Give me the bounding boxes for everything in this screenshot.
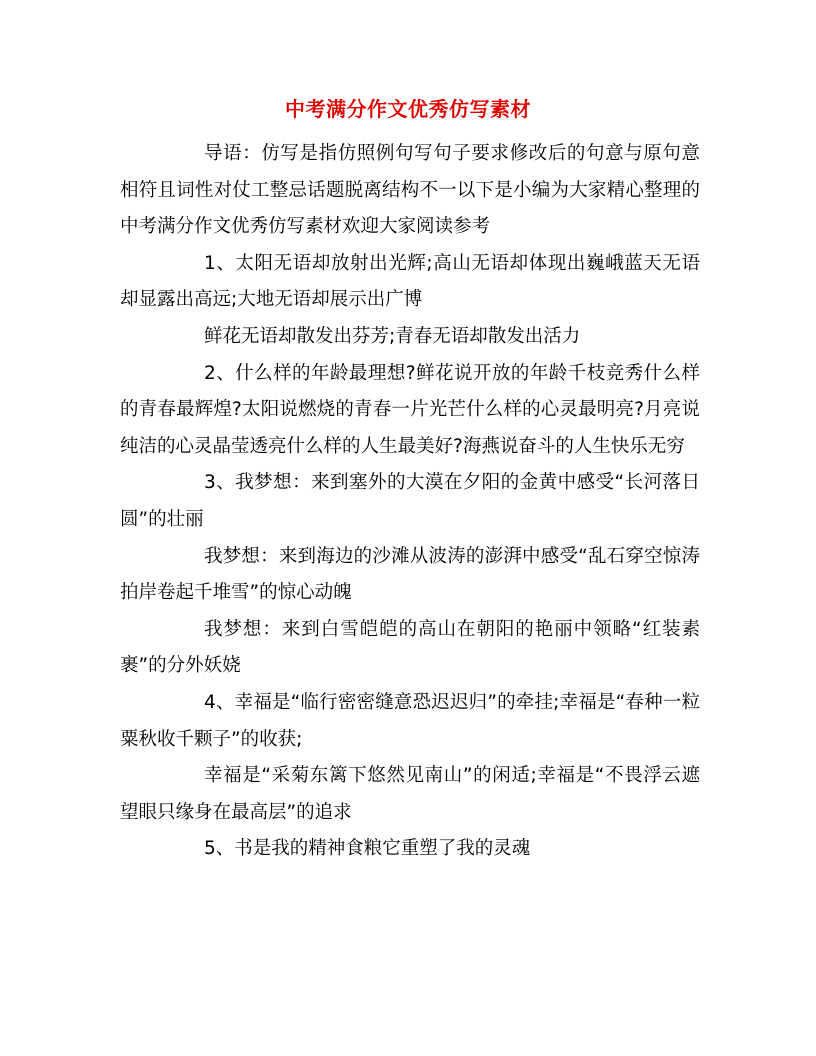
- paragraph-item-3: 3、我梦想：来到塞外的大漠在夕阳的金黄中感受“长河落日圆”的壮丽: [120, 472, 700, 530]
- paragraph-item-1-continued: 鲜花无语却散发出芬芳;青春无语却散发出活力: [204, 325, 581, 347]
- paragraph-item-4: 4、幸福是“临行密密缝意恐迟迟归”的牵挂;幸福是“春种一粒粟秋收千颗子”的收获;: [120, 691, 700, 750]
- paragraph-item-3-second: 我梦想：来到海边的沙滩从波涛的澎湃中感受“乱石穿空惊涛拍岸卷起千堆雪”的惊心动魄: [120, 545, 700, 604]
- document-body: [120, 136, 700, 868]
- paragraph-item-2: 2、什么样的年龄最理想?鲜花说开放的年龄千枝竞秀什么样的青春最辉煌?太阳说燃烧的青春一片光芒什么样的心灵最明亮?月亮说纯洁的心灵晶莹透亮什么样的人生最美好?海燕说奋斗的人生快乐无穷: [120, 362, 700, 457]
- paragraph-item-1: 1、太阳无语却放射出光辉;高山无语却体现出巍峨蓝天无语却显露出高远;大地无语却展示出广博: [120, 252, 700, 311]
- document-title: 中考满分作文优秀仿写素材: [285, 97, 531, 121]
- paragraph-intro: 导语：仿写是指仿照例句写句子要求修改后的句意与原句意相符且词性对仗工整忌话题脱离结构不一以下是小编为大家精心整理的中考满分作文优秀仿写素材欢迎大家阅读参考: [120, 143, 700, 238]
- paragraph-item-5: 5、书是我的精神食粮它重塑了我的灵魂: [204, 838, 531, 860]
- paragraph-item-4-continued: 幸福是“采菊东篱下悠然见南山”的闲适;幸福是“不畏浮云遮望眼只缘身在最高层”的追求: [120, 765, 700, 823]
- paragraph-item-3-third: 我梦想：来到白雪皑皑的高山在朝阳的艳丽中领略“红装素裹”的分外妖娆: [120, 618, 700, 677]
